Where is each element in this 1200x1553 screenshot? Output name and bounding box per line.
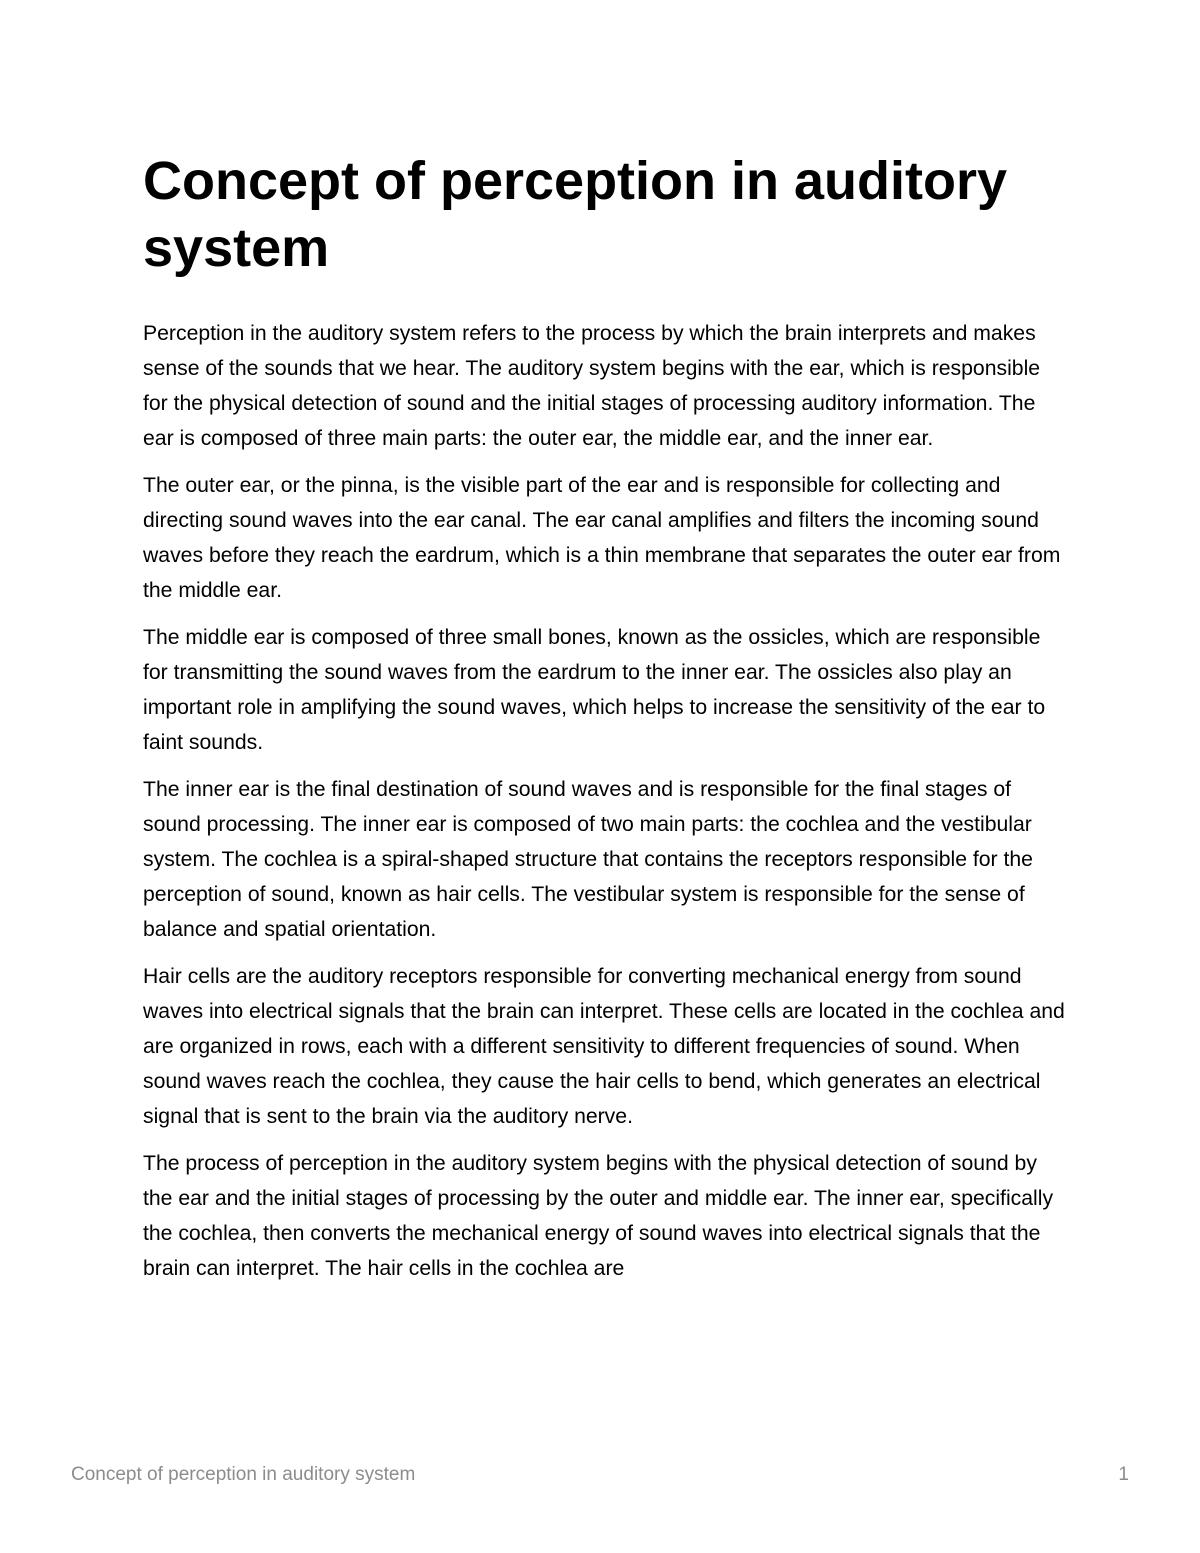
paragraph-middle-ear: The middle ear is composed of three small bones, known as the ossicles, which are responsible for transmitting the sound waves from the eardrum to the inner ear. The ossicles also play an important role in amplifying the sound waves, which helps to increase the sensitivity of the ear to faint sounds. [143, 626, 1046, 754]
paragraph-intro: Perception in the auditory system refers to the process by which the brain interprets and makes sense of the sounds that we hear. The auditory system begins with the ear, which is responsible for the physical detection of sound and the initial stages of processing auditory information. The ear is composed of three main parts: the outer ear, the middle ear, and the inner ear. [143, 322, 1041, 450]
page-footer [71, 1464, 1129, 1492]
page-content [143, 148, 1068, 1298]
paragraph-inner-ear: The inner ear is the final destination of sound waves and is responsible for the final stages of sound processing. The inner ear is composed of two main parts: the cochlea and the vestibular system. The cochlea is a spiral-shaped structure that contains the receptors responsible for the perception of sound, known as hair cells. The vestibular system is responsible for the sense of balance and spatial orientation. [143, 778, 1033, 941]
footer-page-number: 1 [1118, 1464, 1129, 1485]
paragraph-process: The process of perception in the auditory system begins with the physical detection of sound by the ear and the initial stages of processing by the outer and middle ear. The inner ear, specifically the cochlea, then converts the mechanical energy of sound waves into electrical signals that the brain can interpret. The hair cells in the cochlea are [143, 1152, 1054, 1280]
paragraph-outer-ear: The outer ear, or the pinna, is the visible part of the ear and is responsible for collecting and directing sound waves into the ear canal. The ear canal amplifies and filters the incoming sound waves before they reach the eardrum, which is a thin membrane that separates the outer ear from the middle ear. [143, 474, 1061, 602]
footer-title: Concept of perception in auditory system [71, 1464, 416, 1485]
paragraph-hair-cells: Hair cells are the auditory receptors responsible for converting mechanical energy from sound waves into electrical signals that the brain can interpret. These cells are located in the cochlea and are organized in rows, each with a different sensitivity to different frequencies of sound. When sound waves reach the cochlea, they cause the hair cells to bend, which generates an electrical signal that is sent to the brain via the auditory nerve. [143, 965, 1065, 1128]
document-title: Concept of perception in auditory system [143, 151, 1008, 278]
